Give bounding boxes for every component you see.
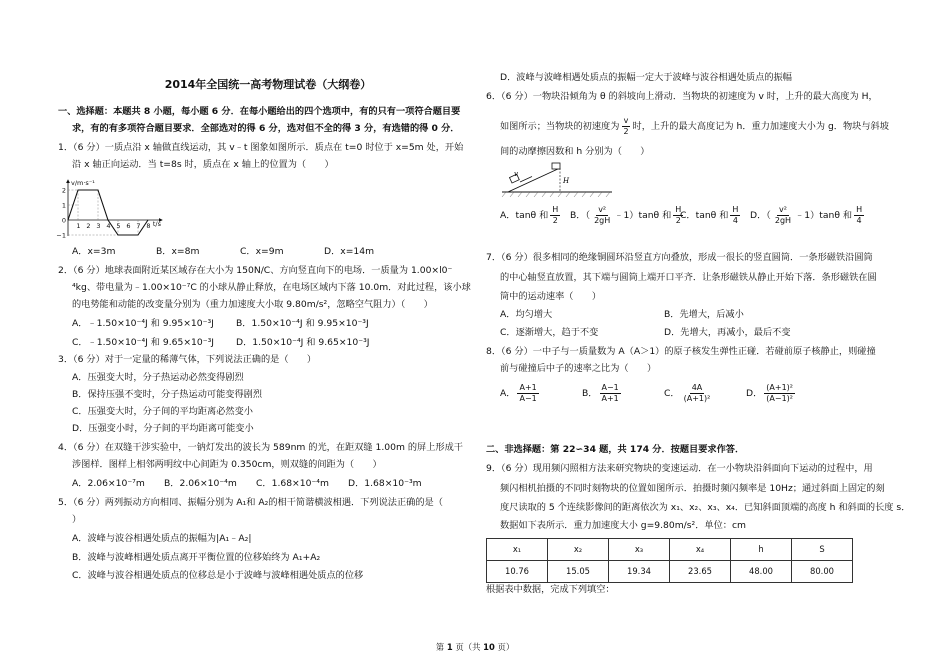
q1-graph-ytick: 1 [61,201,66,210]
q1-graph-xtick: 8 [146,222,151,230]
q5-option-c[interactable]: C．波峰与波谷相遇处质点的位移总是小于波峰与波峰相遇处质点的位移 [72,570,364,581]
q2-option-a[interactable]: A．﹣1.50×10⁻⁴J 和 9.95×10⁻³J [72,318,214,329]
q7-stem-line2: 的中心轴竖直放置，其下端与圆筒上端开口平齐．让条形磁铁从静止开始下落．条形磁铁在圆 [500,272,877,283]
q2-stem-line3: 的电势能和动能的改变量分别为（重力加速度大小取 9.80m/s²，忽略空气阻力）（ ） [72,299,433,310]
q3-option-d[interactable]: D．压强变小时，分子间的平均距离可能变小 [72,423,254,434]
q3-option-a[interactable]: A．压强变大时，分子热运动必然变得剧烈 [72,372,244,383]
q8-option-a[interactable]: A． $\frac{A+1}{A-1}$ [500,383,537,403]
q7-options-row2 [500,327,791,339]
q1-graph-xtick: 3 [96,222,101,230]
section1-instructions-line1: 一、选择题：本题共 8 小题，每小题 6 分．在每小题给出的四个选项中，有的只有一项符合题目要 [58,106,461,117]
q7-option-d[interactable]: D．先增大，再减小，最后不变 [664,327,791,338]
q2-option-d[interactable]: D．1.50×10⁻⁴J 和 9.65×10⁻³J [236,337,370,348]
q1-graph-ylabel: v/m·s⁻¹ [71,179,95,187]
q6-options [500,206,866,225]
footer-mid: 页（共 [452,642,484,652]
q8-option-d[interactable]: D． $\frac{\text{(A+1)²}}{\text{(A−1)²}}$ [746,383,793,403]
q1-graph-xtick: 7 [136,222,141,230]
q5-stem-line1: 5．（6 分）两列振动方向相同、振幅分别为 A₁和 A₂的相干简谐横波相遇．下列说法正确的是（ [58,497,443,508]
q8-option-c[interactable]: C． $\frac{4A}{\text{(A+1)²}}$ [664,383,711,403]
q6-speed-fraction-den: 2 [623,127,629,136]
q6-option-c[interactable]: C．tanθ 和 $\frac{H}{4}$ [680,205,739,225]
q6-stem-line2a: 如图所示；当物块的初速度为 [500,121,620,132]
q9-table-header-row [487,539,853,561]
q2-options-row2 [72,337,369,349]
q1-option-c[interactable]: C．x=9m [240,246,284,257]
q9-table-header: S [792,539,853,561]
q1-graph-ytick: 2 [61,186,66,195]
paper-title: 2014年全国统一高考物理试卷（大纲卷） [164,78,372,91]
q9-table-cell: 80.00 [792,561,853,583]
q6-option-a[interactable]: A．tanθ 和 $\frac{H}{2}$ [500,205,559,225]
q2-stem-line2: ⁴kg、带电量为﹣1.00×10⁻⁷C 的小球从静止释放，在电场区域内下落 10.0m．对此过程，该小球 [72,282,471,293]
q9-table-value-row [487,561,853,583]
q9-stem-line3: 度尺读取的 5 个连续影像间的距离依次为 x₁、x₂、x₃、x₄．已知斜面顶端的高度 h 和斜面的长度 s． [500,502,911,513]
q5-stem-line2: ） [72,514,82,525]
q7-option-a[interactable]: A．均匀增大 [500,309,553,320]
q1-graph-xlabel: t/s [152,220,161,228]
q8-stem-line2: 前与碰撞后中子的速率之比为（ ） [500,363,657,374]
q1-graph-xtick: 5 [116,222,121,230]
page-footer [0,642,950,653]
q6-speed-fraction [621,117,630,136]
q1-vt-graph [58,176,173,241]
q3-stem-line1: 3．（6 分）对于一定量的稀薄气体，下列说法正确的是（ ） [58,354,317,365]
q1-graph-xtick: 6 [126,222,131,230]
q1-stem-line1: 1．（6 分）一质点沿 x 轴做直线运动，其 v﹣t 图象如图所示．质点在 t=0 时位于 x=5m 处，开始 [58,142,464,153]
q9-table-header: h [731,539,792,561]
q4-option-a[interactable]: A．2.06×10⁻⁷m [72,478,145,489]
q3-option-c[interactable]: C．压强变大时，分子间的平均距离必然变小 [72,406,253,417]
q1-option-a[interactable]: A．x=3m [72,246,116,257]
q1-options [72,246,374,258]
section2-heading: 二、非选择题：第 22∽34 题，共 174 分．按题目要求作答． [486,444,745,455]
q6-option-d[interactable]: D．（ $\frac{\text{v²}}{2gH}$ ﹣1）tanθ 和 $\frac{H}{4}$ [750,205,863,225]
q1-option-d[interactable]: D．x=14m [324,246,375,257]
q2-option-b[interactable]: B．1.50×10⁻⁴J 和 9.95×10⁻³J [236,318,369,329]
q1-stem-line2: 沿 x 轴正向运动．当 t=8s 时，质点在 x 轴上的位置为（ ） [72,159,334,170]
q2-stem-line1: 2．（6 分）地球表面附近某区域存在大小为 150N/C、方向竖直向下的电场．一质量为 1.00×l0⁻ [58,265,453,276]
q3-option-b[interactable]: B．保持压强不变时，分子热运动可能变得剧烈 [72,389,263,400]
q7-stem-line3: 筒中的运动速率（ ） [500,291,602,302]
q1-graph-xtick: 4 [106,222,111,230]
q1-graph-ytick: −1 [56,231,66,240]
q4-options [72,478,422,490]
q7-options-row1 [500,309,744,321]
footer-pre: 第 [435,642,447,652]
footer-total-pages: 10 [483,642,495,652]
q9-table-cell: 10.76 [487,561,548,583]
footer-post: 页） [494,642,515,652]
q9-stem-line1: 9．（6 分）现用频闪照相方法来研究物块的变速运动．在一小物块沿斜面向下运动的过程中，用 [486,463,873,474]
q1-graph-ytick: 0 [61,216,66,225]
q8-options [500,384,797,403]
q2-options-row1 [72,318,369,330]
q9-after-table: 根据表中数据，完成下列填空： [486,584,615,595]
q7-option-c[interactable]: C．逐渐增大，趋于不变 [500,327,599,338]
q7-option-b[interactable]: B．先增大，后减小 [664,309,744,320]
q9-table-cell: 23.65 [670,561,731,583]
q9-table-header: x₃ [609,539,670,561]
q5-option-a[interactable]: A．波峰与波谷相遇处质点的振幅为|A₁﹣A₂| [72,533,252,544]
q9-table-cell: 19.34 [609,561,670,583]
q6-stem-line2b: 时，上升的最大高度记为 h．重力加速度大小为 g．物块与斜坡 [632,121,889,132]
q4-stem-line2: 涉图样．图样上相邻两明纹中心间距为 0.350cm，则双缝的间距为（ ） [72,459,382,470]
q9-stem-line2: 频闪相机拍摄的不同时刻物块的位置如图所示．拍摄时频闪频率是 10Hz；通过斜面上固定的刻 [500,483,885,494]
q1-graph-xtick: 1 [76,222,81,230]
q9-table-header: x₄ [670,539,731,561]
section1-instructions-line2: 求，有的有多项符合题目要求．全部选对的得 6 分，选对但不全的得 3 分，有选错的得 0 分． [72,123,460,134]
q6-stem-line2 [500,117,889,136]
q6-fig-H-label: H [563,177,570,185]
q9-data-table [486,538,853,583]
q4-option-b[interactable]: B．2.06×10⁻⁴m [164,478,237,489]
q4-option-d[interactable]: D．1.68×10⁻³m [348,478,422,489]
q9-table-cell: 15.05 [548,561,609,583]
q5-option-b[interactable]: B．波峰与波峰相遇处质点离开平衡位置的位移始终为 A₁+A₂ [72,552,321,563]
q9-table-cell: 48.00 [731,561,792,583]
q6-block-top [552,163,560,169]
q6-speed-fraction-num: v [623,116,629,125]
q6-ground-hatch [502,192,610,197]
q6-velocity-arrow [520,177,532,183]
q6-stem-line1: 6．（6 分）一物块沿倾角为 θ 的斜坡向上滑动．当物块的初速度为 v 时，上升的最大高度为 H， [486,91,878,102]
q8-stem-line1: 8．（6 分）一中子与一质量数为 A（A＞1）的原子核发生弹性正碰．若碰前原子核静止，则碰撞 [486,346,876,357]
q6-stem-line3: 间的动摩擦因数和 h 分别为（ ） [500,146,650,157]
q6-option-b[interactable]: B．（ $\frac{\text{v²}}{2gH}$ ﹣1）tanθ 和 $\frac{H}{2}$ [570,205,682,225]
q1-graph-xtick: 2 [86,222,91,230]
q6-fig-v-label: v [514,170,518,178]
q5-option-d[interactable]: D．波峰与波峰相遇处质点的振幅一定大于波峰与波谷相遇处质点的振幅 [500,72,792,83]
q2-option-c[interactable]: C．﹣1.50×10⁻⁴J 和 9.65×10⁻³J [72,337,214,348]
footer-page-number: 1 [446,642,453,652]
q8-option-b[interactable]: B． $\frac{A-1}{A+1}$ [582,383,619,403]
q7-stem-line1: 7．（6 分）很多相同的绝缘铜圆环沿竖直方向叠放，形成一很长的竖直圆筒．一条形磁铁沿圆筒 [486,252,873,263]
q9-table-header: x₁ [487,539,548,561]
q6-slope-figure [500,162,620,198]
q1-option-b[interactable]: B．x=8m [156,246,200,257]
q4-stem-line1: 4．（6 分）在双缝干涉实验中，一钠灯发出的波长为 589nm 的光，在距双缝 1.00m 的屏上形成干 [58,442,463,453]
q9-table-header: x₂ [548,539,609,561]
q9-stem-line4: 数据如下表所示．重力加速度大小 g=9.80m/s²．单位：cm [500,520,746,531]
q4-option-c[interactable]: C．1.68×10⁻⁴m [256,478,329,489]
